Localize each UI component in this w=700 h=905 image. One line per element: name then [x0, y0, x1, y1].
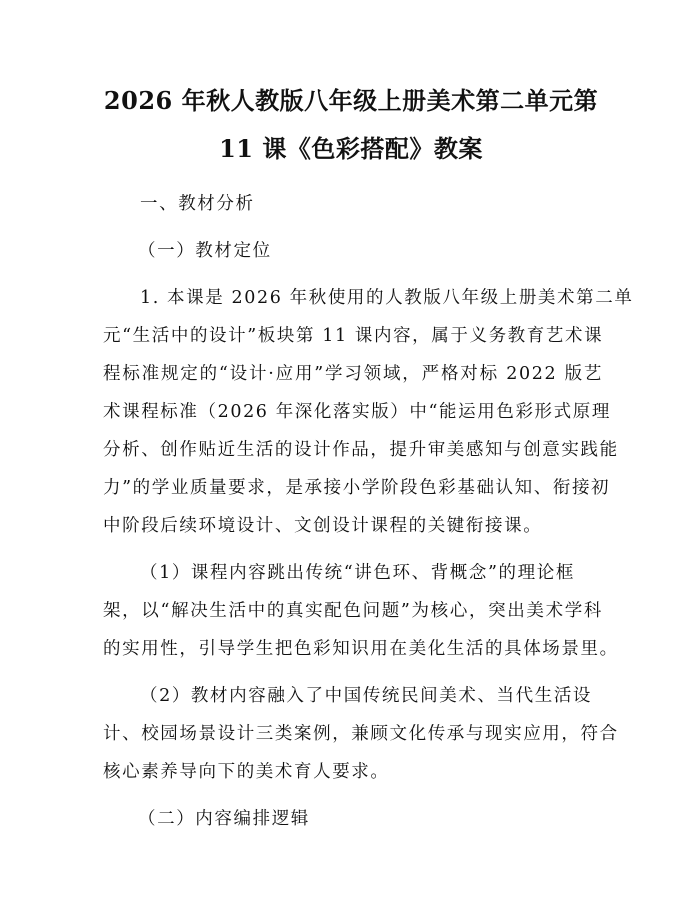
- paragraph-1-line: 术课程标准（2026 年深化落实版）中“能运用色彩形式原理: [103, 402, 611, 422]
- paragraph-3-line: （2）教材内容融入了中国传统民间美术、当代生活设: [140, 686, 593, 706]
- paragraph-1-line: 程标准规定的“设计·应用”学习领域，严格对标 2022 版艺: [103, 364, 603, 384]
- paragraph-1-line: 分析、创作贴近生活的设计作品，提升审美感知与创意实践能: [103, 440, 619, 460]
- paragraph-3-line: 核心素养导向下的美术育人要求。: [103, 762, 390, 782]
- paragraph-1-line: 力”的学业质量要求，是承接小学阶段色彩基础认知、衔接初: [103, 478, 611, 498]
- subsection-heading-content-arrangement-logic: （二）内容编排逻辑: [138, 809, 310, 829]
- document-title-line-2: 11 课《色彩搭配》教案: [219, 134, 483, 163]
- document-title-line-1: 2026 年秋人教版八年级上册美术第二单元第: [103, 86, 599, 115]
- paragraph-1-line: 元“生活中的设计”板块第 11 课内容，属于义务教育艺术课: [103, 326, 604, 346]
- paragraph-1-line: 1. 本课是 2026 年秋使用的人教版八年级上册美术第二单: [140, 288, 634, 308]
- paragraph-3-line: 计、校园场景设计三类案例，兼顾文化传承与现实应用，符合: [103, 724, 619, 744]
- paragraph-2-line: 架，以“解决生活中的真实配色问题”为核心，突出美术学科: [103, 601, 603, 621]
- paragraph-2-line: 的实用性，引导学生把色彩知识用在美化生活的具体场景里。: [103, 639, 619, 659]
- paragraph-2-line: （1）课程内容跳出传统“讲色环、背概念”的理论框: [140, 563, 575, 583]
- section-heading-teaching-material-analysis: 一、教材分析: [140, 194, 255, 214]
- paragraph-1-line: 中阶段后续环境设计、文创设计课程的关键衔接课。: [103, 516, 543, 536]
- subsection-heading-material-positioning: （一）教材定位: [138, 241, 272, 261]
